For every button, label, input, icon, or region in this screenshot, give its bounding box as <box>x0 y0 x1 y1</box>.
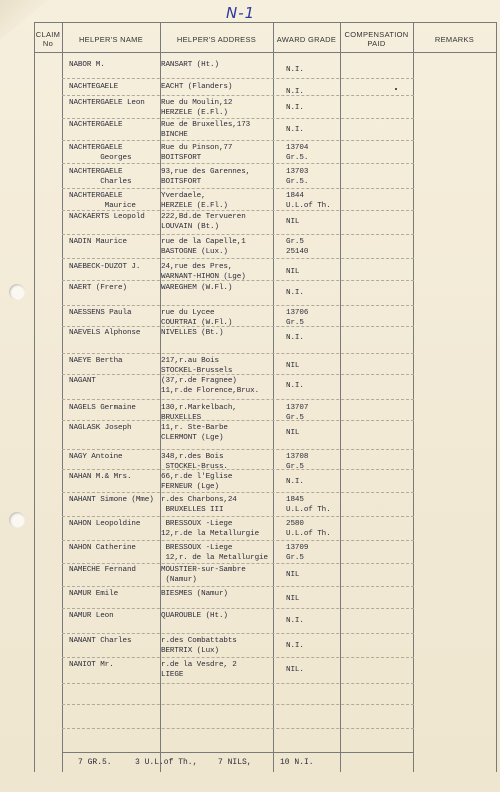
row-separator <box>62 449 414 450</box>
award-grade-cell: 13709 Gr.5 <box>286 544 309 562</box>
award-grade-cell: 13708 Gr.5 <box>286 453 309 471</box>
row-separator <box>62 683 414 684</box>
helper-address-cell: 348,r.des Bois STOCKEL-Bruss. <box>161 453 228 471</box>
row-separator <box>62 326 414 327</box>
row-separator <box>62 280 414 281</box>
helper-name-cell: NACHTERGAELE Leon <box>69 99 145 107</box>
helper-address-cell: rue du Lycee COURTRAI (W.Fl.) <box>161 309 233 327</box>
col-header-compensation: COMPENSATION PAID <box>344 30 409 48</box>
helper-address-cell: QUAROUBLE (Ht.) <box>161 612 228 620</box>
helper-address-cell: Rue du Moulin,12 HERZELE (E.Fl.) <box>161 99 233 117</box>
award-grade-cell: N.I. <box>286 88 304 96</box>
award-grade-cell: 13704 Gr.5. <box>286 144 309 162</box>
col-header-remarks: REMARKS <box>434 34 475 44</box>
award-grade-cell: NIL <box>286 571 300 579</box>
col-header-claim: CLAIM No <box>35 30 61 48</box>
helper-address-cell: 66,r.de l'Eglise FERNEUR (Lge) <box>161 473 233 491</box>
row-separator <box>62 78 414 79</box>
row-separator <box>62 305 414 306</box>
award-grade-cell: N.I. <box>286 617 304 625</box>
helper-address-cell: r.de la Vesdre, 2 LIEGE <box>161 661 237 679</box>
award-grade-cell: 2580 U.L.of Th. <box>286 520 331 538</box>
award-grade-cell: N.I. <box>286 104 304 112</box>
row-separator <box>62 188 414 189</box>
helper-name-cell: NAGANT <box>69 377 96 385</box>
helper-name-cell: NACHTEGAELE <box>69 83 119 91</box>
helper-address-cell: RANSART (Ht.) <box>161 61 219 69</box>
award-grade-cell: NIL <box>286 595 300 603</box>
helper-address-cell: 130,r.Markelbach, BRUXELLES <box>161 404 237 422</box>
helper-name-cell: NACHTERGAELE Maurice <box>69 192 136 210</box>
row-separator <box>62 399 414 400</box>
award-grade-cell: 13706 Gr.5 <box>286 309 309 327</box>
award-grade-cell: 13707 Gr.5 <box>286 404 309 422</box>
helper-name-cell: NABOR M. <box>69 61 105 69</box>
award-grade-cell: NIL <box>286 429 300 437</box>
row-separator <box>62 258 414 259</box>
helper-address-cell: r.des Charbons,24 BRUXELLES III <box>161 496 237 514</box>
award-grade-cell: N.I. <box>286 289 304 297</box>
row-separator <box>62 704 414 705</box>
helper-name-cell: NAGLASK Joseph <box>69 424 132 432</box>
row-separator <box>62 374 414 375</box>
row-separator <box>62 728 414 729</box>
helper-address-cell: r.des Combattabts BERTRIX (Lux) <box>161 637 237 655</box>
helper-name-cell: NACHTERGAELE Georges <box>69 144 132 162</box>
row-separator <box>62 420 414 421</box>
helper-name-cell: NAGELS Germaine <box>69 404 136 412</box>
footer-total-nils: 7 NILS, <box>218 758 252 767</box>
helper-name-cell: NAMUR Leon <box>69 612 114 620</box>
helper-name-cell: NAMECHE Fernand <box>69 566 136 574</box>
helper-address-cell: BIESMES (Namur) <box>161 590 228 598</box>
helper-address-cell: Yverdaele, HERZELE (E.Fl.) <box>161 192 228 210</box>
award-grade-cell: N.I. <box>286 642 304 650</box>
award-grade-cell: N.I. <box>286 334 304 342</box>
award-grade-cell: Gr.5 25140 <box>286 238 309 256</box>
row-separator <box>62 353 414 354</box>
col-header-helper-address: HELPER'S ADDRESS <box>176 34 257 44</box>
helper-name-cell: NAGY Antoine <box>69 453 123 461</box>
row-separator <box>62 210 414 211</box>
helper-name-cell: NACHTERGAELE Charles <box>69 168 132 186</box>
award-grade-cell: N.I. <box>286 66 304 74</box>
helper-address-cell: WAREGHEM (W.Fl.) <box>161 284 233 292</box>
row-separator <box>62 469 414 470</box>
helper-address-cell: BRESSOUX -Liege 12,r.de la Metallurgie <box>161 520 260 538</box>
helper-address-cell: 24,rue des Pres, WARNANT-HIHON (Lge) <box>161 263 246 281</box>
footer-total-gr5: 7 GR.5. <box>78 758 112 767</box>
helper-address-cell: 93,rue des Garennes, BOITSFORT <box>161 168 251 186</box>
helper-address-cell: Rue de Bruxelles,173 BINCHE <box>161 121 251 139</box>
helper-name-cell: NAEYE Bertha <box>69 357 123 365</box>
award-grade-cell: N.I. <box>286 382 304 390</box>
award-grade-cell: NIL. <box>286 666 304 674</box>
helper-address-cell: BRESSOUX -Liege 12,r. de la Metallurgie <box>165 544 268 562</box>
award-grade-cell: N.I. <box>286 126 304 134</box>
helper-name-cell: NANIOT Mr. <box>69 661 114 669</box>
col-header-helper-name: HELPER'S NAME <box>78 34 144 44</box>
award-grade-cell: NIL <box>286 362 300 370</box>
row-separator <box>62 516 414 517</box>
helper-name-cell: NADIN Maurice <box>69 238 127 246</box>
row-separator <box>62 95 414 96</box>
helper-address-cell: NIVELLES (Bt.) <box>161 329 224 337</box>
helper-name-cell: NACKAERTS Leopold <box>69 213 145 221</box>
row-separator <box>62 540 414 541</box>
helper-name-cell: NAERT (Frere) <box>69 284 127 292</box>
row-separator <box>62 140 414 141</box>
award-grade-cell: NIL <box>286 268 300 276</box>
footer-divider <box>62 752 414 753</box>
helper-address-cell: MOUSTIER-sur-Sambre (Namur) <box>161 566 246 584</box>
handwritten-tag: N-1 <box>226 4 256 22</box>
award-grade-cell: NIL <box>286 218 300 226</box>
footer-total-ni: 10 N.I. <box>280 758 314 767</box>
helper-name-cell: NAESSENS Paula <box>69 309 132 317</box>
row-separator <box>62 586 414 587</box>
award-grade-cell: 1844 U.L.of Th. <box>286 192 331 210</box>
helper-name-cell: NAHON Leopoldine <box>69 520 141 528</box>
helper-address-cell: (37,r.de Fragnee) 11,r.de Florence,Brux. <box>161 377 260 395</box>
col-header-award-grade: AWARD GRADE <box>276 34 337 44</box>
helper-name-cell: NAHAN M.& Mrs. <box>69 473 132 481</box>
helper-name-cell: NAEVELS Alphonse <box>69 329 141 337</box>
award-grade-cell: 13703 Gr.5. <box>286 168 309 186</box>
award-grade-cell: 1845 U.L.of Th. <box>286 496 331 514</box>
helper-name-cell: NANANT Charles <box>69 637 132 645</box>
helper-address-cell: 11,r. Ste-Barbe CLERMONT (Lge) <box>161 424 228 442</box>
helper-name-cell: NAHANT Simone (Mme) <box>69 496 154 504</box>
helper-name-cell: NAEBECK-DUZOT J. <box>69 263 141 271</box>
row-separator <box>62 608 414 609</box>
row-separator <box>62 657 414 658</box>
helper-name-cell: NACHTERGAELE <box>69 121 123 129</box>
row-separator <box>62 633 414 634</box>
helper-address-cell: 217,r.au Bois STOCKEL-Brussels <box>161 357 233 375</box>
helper-address-cell: Rue du Pinson,77 BOITSFORT <box>161 144 233 162</box>
row-separator <box>62 492 414 493</box>
helper-address-cell: EACHT (Flanders) <box>161 83 233 91</box>
footer-total-ul: 3 U.L.of Th., <box>135 758 198 767</box>
helper-address-cell: rue de la Capelle,1 BASTOGNE (Lux.) <box>161 238 246 256</box>
row-separator <box>62 118 414 119</box>
award-grade-cell: N.I. <box>286 478 304 486</box>
helper-name-cell: NAMUR Emile <box>69 590 119 598</box>
row-separator <box>62 234 414 235</box>
helper-name-cell: NAHON Catherine <box>69 544 136 552</box>
row-separator <box>62 563 414 564</box>
row-separator <box>62 163 414 164</box>
helper-address-cell: 222,Bd.de Tervueren LOUVAIN (Bt.) <box>161 213 246 231</box>
